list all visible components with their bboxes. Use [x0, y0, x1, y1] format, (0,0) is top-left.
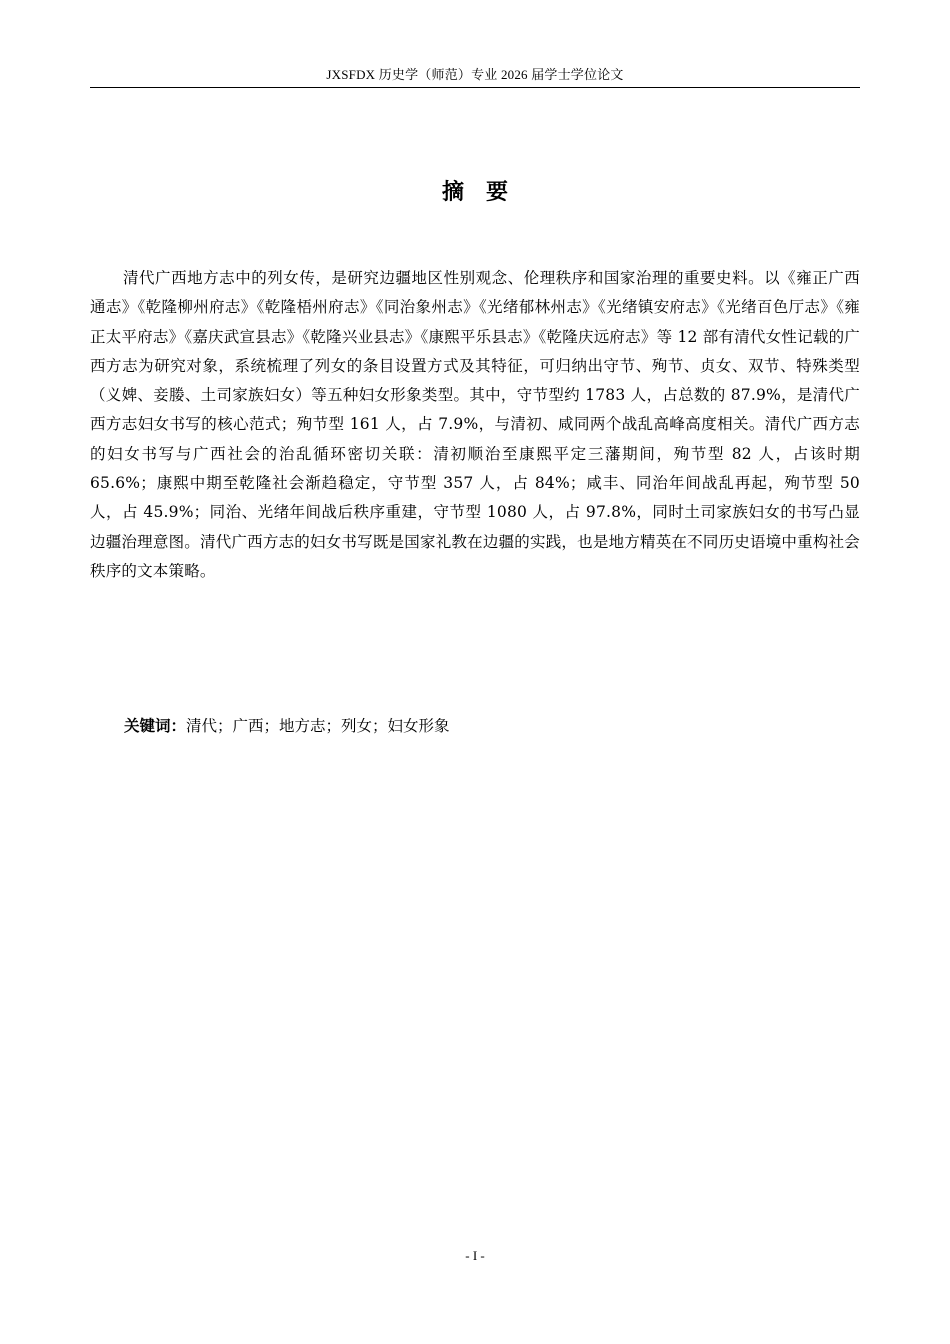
keywords-list: 清代；广西；地方志；列女；妇女形象: [186, 717, 450, 735]
abstract-title: 摘要: [441, 180, 530, 205]
page-number: - I -: [465, 1248, 485, 1263]
header-rule: [90, 87, 860, 88]
running-header: JXSFDX 历史学（师范）专业 2026 届学士学位论文: [326, 67, 624, 82]
keywords-label: 关键词：: [124, 717, 187, 735]
abstract-body: 清代广西地方志中的列女传，是研究边疆地区性别观念、伦理秩序和国家治理的重要史料。以《雍正广西通志》《乾隆柳州府志》《乾隆梧州府志》《同治象州志》《光绪郁林州志》《光绪镇安府志》《光绪百色厅志》《雍正太平府志》《嘉庆武宣县志》《乾隆兴业县志》《康熙平乐县志》《乾隆庆远府志》等 12 部有清代女性记载的广西方志为研究对象，系统梳理了列女的条目设置方式及其特征，可归纳出守节、殉节、贞女、双节、特殊类型（义婢、妾媵、土司家族妇女）等五种妇女形象类型。其中，守节型约 1783 人，占总数的 87.9%，是清代广西方志妇女书写的核心范式；殉节型 161 人，占 7.9%，与清初、咸同两个战乱高峰高度相关。清代广西方志的妇女书写与广西社会的治乱循环密切关联：清初顺治至康熙平定三藩期间，殉节型 82 人，占该时期 65.6%；康熙中期至乾隆社会渐趋稳定，守节型 357 人，占 84%；咸丰、同治年间战乱再起，殉节型 50 人，占 45.9%；同治、光绪年间战后秩序重建，守节型 1080 人，占 97.8%，同时土司家族妇女的书写凸显边疆治理意图。清代广西方志的妇女书写既是国家礼教在边疆的实践，也是地方精英在不同历史语境中重构社会秩序的文本策略。: [90, 269, 860, 580]
keywords-line: [124, 712, 860, 741]
